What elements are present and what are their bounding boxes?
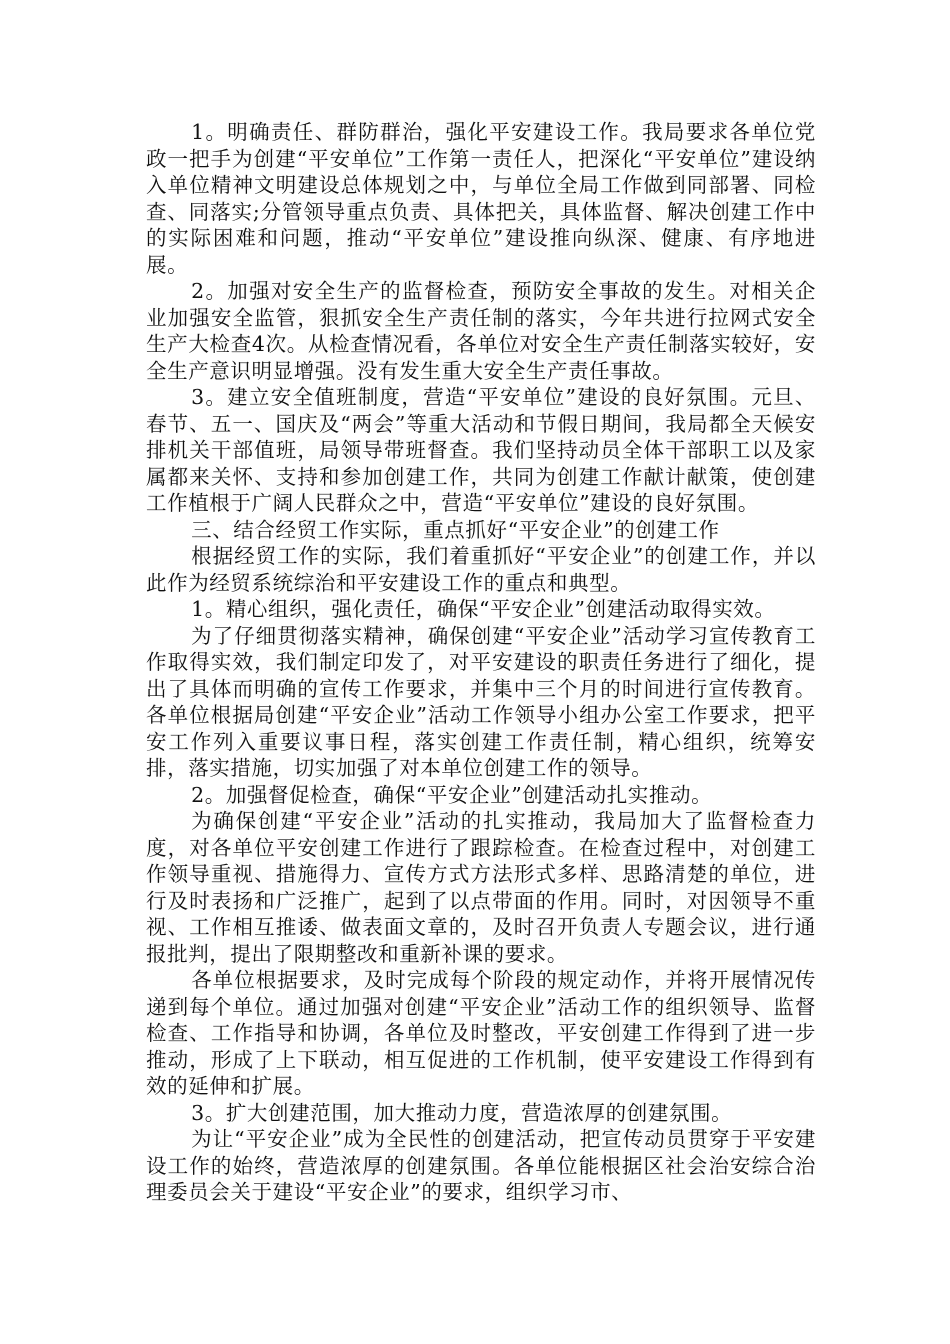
paragraph-9: 为确保创建“平安企业”活动的扎实推动，我局加大了监督检查力度，对各单位平安创建工作进行了跟踪检查。在检查过程中，对创建工作领导重视、措施得力、宣传方式方法形式多样、思路清楚的单位，进行及时表扬和广泛推广，起到了以点带面的作用。同时，对因领导不重视、工作相互推诿、做表面文章的，及时召开负责人专题会议，进行通报批判，提出了限期整改和重新补课的要求。: [146, 809, 816, 966]
paragraph-3: 3。建立安全值班制度，营造“平安单位”建设的良好氛围。元旦、春节、五一、国庆及“两会”等重大活动和节假日期间，我局都全天候安排机关干部值班，局领导带班督查。我们坚持动员全体干部职工以及家属都来关怀、支持和参加创建工作，共同为创建工作献计献策，使创建工作植根于广阔人民群众之中，营造“平安单位”建设的良好氛围。: [146, 385, 816, 515]
paragraph-12: 为让“平安企业”成为全民性的创建活动，把宣传动员贯穿于平安建设工作的始终，营造浓厚的创建氛围。各单位能根据区社会治安综合治理委员会关于建设“平安企业”的要求，组织学习市、: [146, 1127, 816, 1204]
paragraph-5: 根据经贸工作的实际，我们着重抓好“平安企业”的创建工作，并以此作为经贸系统综治和平安建设工作的重点和典型。: [146, 544, 816, 595]
paragraph-2: 2。加强对安全生产的监督检查，预防安全事故的发生。对相关企业加强安全监管，狠抓安全生产责任制的落实，今年共进行拉网式安全生产大检查4次。从检查情况看，各单位对安全生产责任制落实较好，安全生产意识明显增强。没有发生重大安全生产责任事故。: [146, 279, 816, 383]
document-body: [146, 119, 816, 1206]
paragraph-1: 1。明确责任、群防群治，强化平安建设工作。我局要求各单位党政一把手为创建“平安单位”工作第一责任人，把深化“平安单位”建设纳入单位精神文明建设总体规划之中，与单位全局工作做到同部署、同检查、同落实;分管领导重点负责、具体把关，具体监督、解决创建工作中的实际困难和问题，推动“平安单位”建设推向纵深、健康、有序地进展。: [146, 120, 816, 277]
section-heading: 三、结合经贸工作实际，重点抓好“平安企业”的创建工作: [191, 517, 720, 542]
paragraph-10: 各单位根据要求，及时完成每个阶段的规定动作，并将开展情况传递到每个单位。通过加强对创建“平安企业”活动工作的组织领导、监督检查、工作指导和协调，各单位及时整改，平安创建工作得到了进一步推动，形成了上下联动，相互促进的工作机制，使平安建设工作得到有效的延伸和扩展。: [146, 968, 816, 1098]
subheading-2: 2。加强督促检查，确保“平安企业”创建活动扎实推动。: [191, 782, 713, 807]
subheading-1: 1。精心组织，强化责任，确保“平安企业”创建活动取得实效。: [191, 597, 776, 621]
subheading-3: 3。扩大创建范围，加大推动力度，营造浓厚的创建氛围。: [191, 1100, 733, 1125]
paragraph-7: 为了仔细贯彻落实精神，确保创建“平安企业”活动学习宣传教育工作取得实效，我们制定印发了，对平安建设的职责任务进行了细化，提出了具体而明确的宣传工作要求，并集中三个月的时间进行宣传教育。各单位根据局创建“平安企业”活动工作领导小组办公室工作要求，把平安工作列入重要议事日程，落实创建工作责任制，精心组织，统筹安排，落实措施，切实加强了对本单位创建工作的领导。: [146, 623, 816, 780]
